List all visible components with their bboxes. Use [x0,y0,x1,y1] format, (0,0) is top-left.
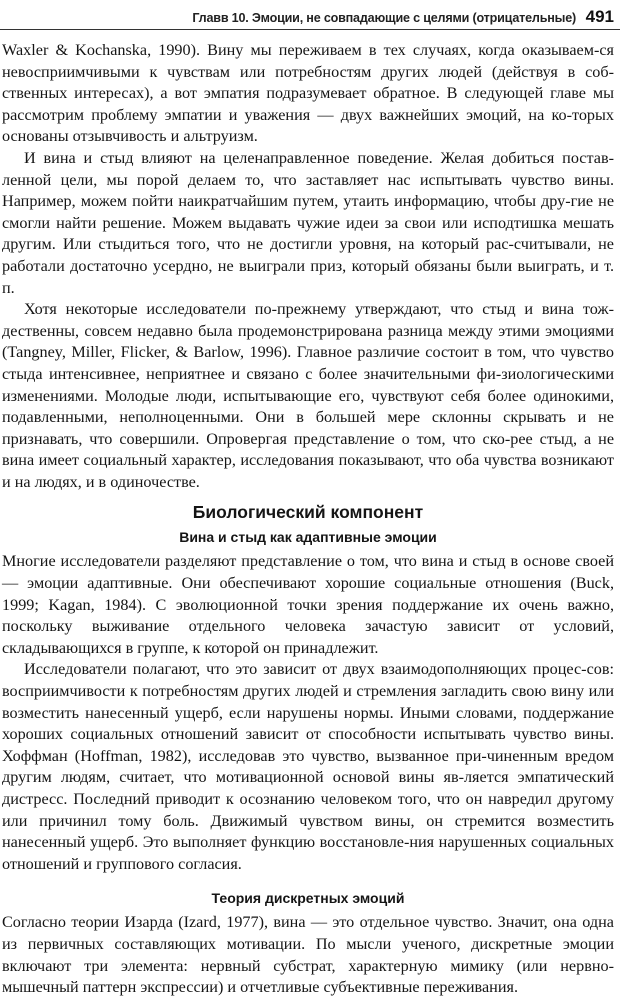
paragraph: И вина и стыд влияют на целенаправленное поведение. Желая добиться постав-ленной цели, мы порой делаем то, что заставляет нас испытывать чувство вины. Например, можем пойти наикратчайшим путем, утаить информацию, чтобы дру-гие не смогли найти решение. Можем выдавать чужие идеи за свои или исподтишка мешать другим. Или стыдиться того, что не достигли уровня, на который рас-считывали, не работали достаточно усердно, не выиграли приз, который обязаны были выиграть, и т. п. [2,148,614,297]
section-heading: Биологический компонент [192,502,424,523]
paragraph: Исследователи полагают, что это зависит от двух взаимодополняющих процес-сов: восприимчивости к потребностям других людей и стремления загладить свою вину или возместить нанесенный ущерб, если нарушены нормы. Иными словами, поддержание хороших социальных отношений зависит от способности испытывать чувство вины. Хоффман (Hoffman, 1982), исследовав это чувство, вызванное при-чиненным вредом другим людям, считает, что мотивационной основой вины яв-ляется эмпатический дистресс. Последний приводит к осознанию человеком того, что он навредил другому или причинил тому боль. Движимый чувством вины, он стремится возместить нанесенный ущерб. Это выполняет функцию восстановле-ния нарушенных социальных отношений и группового согласия. [2,660,614,873]
page-body [2,40,614,999]
chapter-title: Главв 10. Эмоции, не совпадающие с целями (отрицательные) [192,11,576,25]
subsection-heading: Теория дискретных эмоций [211,890,405,907]
running-header [0,4,620,32]
subsection-heading: Вина и стыд как адаптивные эмоции [179,529,437,546]
page-number: 491 [585,7,614,26]
paragraph: Хотя некоторые исследователи по-прежнему утверждают, что стыд и вина тож-дественны, совсем недавно была продемонстрирована разница между этими эмоциями (Tangney, Miller, Flicker, & Barlow, 1996). Главное различие состоит в том, что чувство стыда интенсивнее, неприятнее и связано с более значительными фи-зиологическими изменениями. Молодые люди, испытывающие его, чувствуют себя более одинокими, подавленными, неполноценными. Они в большей мере склонны скрывать и не признавать, что совершили. Опровергая представление о том, что ско-рее стыд, а не вина имеет социальный характер, исследования показывают, что оба чувства возникают и на людях, и в одиночестве. [2,300,614,491]
paragraph-continued: Waxler & Kochanska, 1990). Вину мы переживаем в тех случаях, когда оказываем-ся невосприимчивыми к чувствам или потребностям других людей (действуя в соб-ственных интересах), а вот эмпатия подразумевает обратное. В следующей главе мы рассмотрим проблему эмпатии и уважения — двух важнейших эмоций, на ко-торых основаны отзывчивость и альтруизм. [2,41,614,146]
paragraph: Согласно теории Изарда (Izard, 1977), вина — это отдельное чувство. Значит, она одна из первичных составляющих мотивации. По мысли ученого, дискретные эмоции включают три элемента: нервный субстрат, характерную мимику (или нервно-мышечный паттерн экспрессии) и отчетливые субъективные переживания. [2,913,614,997]
paragraph: Многие исследователи разделяют представление о том, что вина и стыд в основе своей — эмоции адаптивные. Они обеспечивают хорошие социальные отношения (Buck, 1999; Kagan, 1984). С эволюционной точки зрения поддержание их очень важно, поскольку выживание отдельного человека зачастую зависит от условий, складывающихся в группе, к которой он принадлежит. [2,552,614,657]
header-rule [0,29,620,30]
